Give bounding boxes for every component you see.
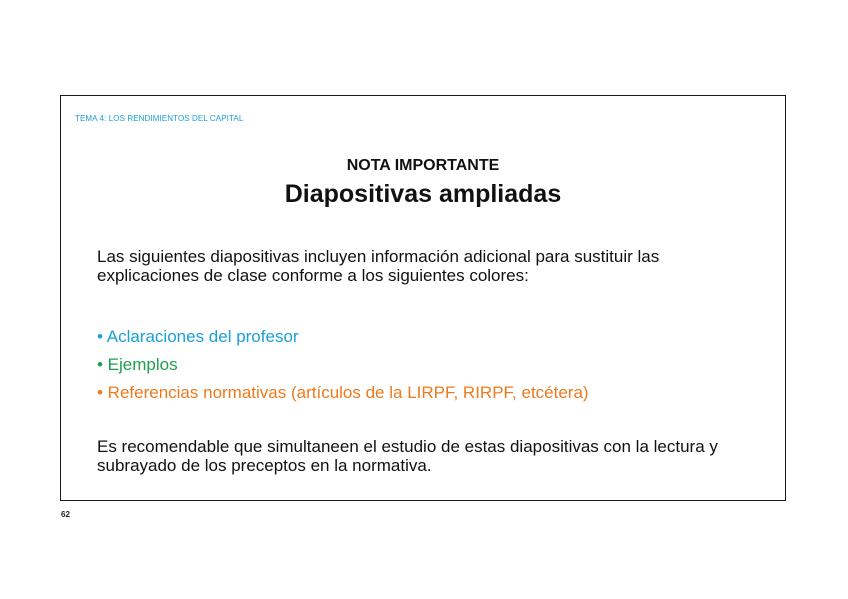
legend-item-aclaraciones: • Aclaraciones del profesor xyxy=(97,327,299,346)
recommendation-paragraph: Es recomendable que simultaneen el estudio de estas diapositivas con la lectura y subrayado de los preceptos en la normativa. xyxy=(97,437,718,475)
slide-frame xyxy=(60,95,786,501)
page-number: 62 xyxy=(61,510,70,519)
legend-item-ejemplos: • Ejemplos xyxy=(97,355,178,374)
note-title: NOTA IMPORTANTE xyxy=(346,157,500,174)
color-legend-list xyxy=(97,323,757,407)
intro-paragraph: Las siguientes diapositivas incluyen información adicional para sustituir las explicaciones de clase conforme a los siguientes colores: xyxy=(97,247,660,285)
section-header-label: TEMA 4: LOS RENDIMIENTOS DEL CAPITAL xyxy=(75,114,244,123)
legend-item-referencias: • Referencias normativas (artículos de la LIRPF, RIRPF, etcétera) xyxy=(97,383,589,402)
slide-title: Diapositivas ampliadas xyxy=(284,180,562,208)
